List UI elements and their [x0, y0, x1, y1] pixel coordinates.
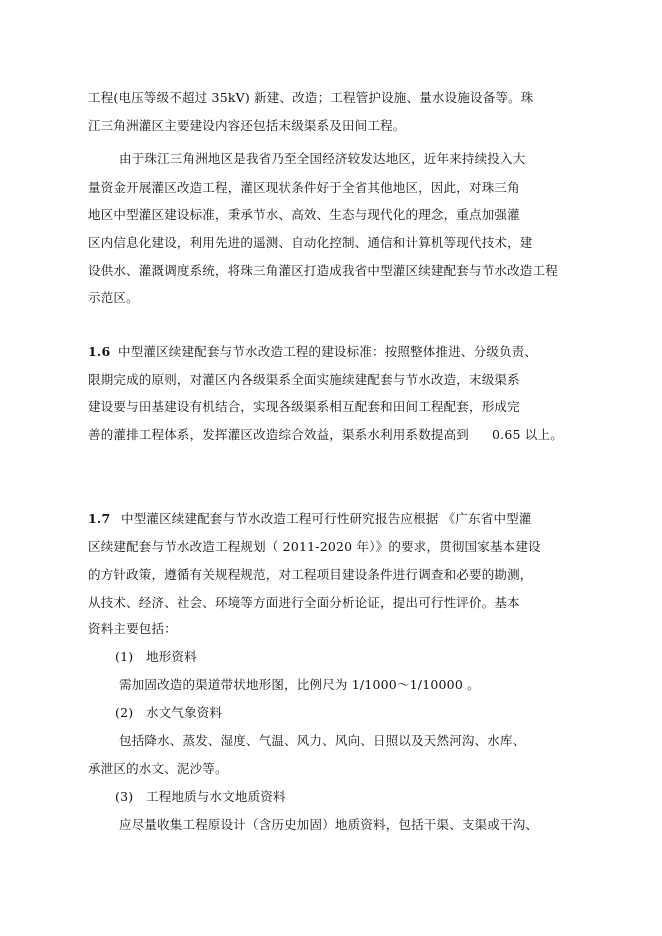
item-1-number: (1) [115, 649, 134, 664]
section-1-7-line-3: 的方针政策，遵循有关规程规范，对工程项目建设条件进行调查和必要的勘测， [88, 567, 533, 582]
delta-paragraph-line-1: 由于珠江三角洲地区是我省乃至全国经济较发达地区，近年来持续投入大 [119, 151, 526, 166]
item-3-title: 工程地质与水文地质资料 [146, 789, 286, 804]
item-1-title: 地形资料 [146, 649, 197, 664]
delta-paragraph-line-5: 设供水、灌溉调度系统，将珠三角灌区打造成我省中型灌区续建配套与节水改造工程 [88, 263, 558, 278]
delta-paragraph-line-6: 示范区。 [88, 290, 139, 305]
section-1-7-line-4: 从技术、经济、社会、环境等方面进行全面分析论证，提出可行性评价。基本 [88, 595, 520, 610]
delta-paragraph-line-3: 地区中型灌区建设标准，秉承节水、高效、生态与现代化的理念，重点加强灌 [88, 207, 520, 222]
section-1-6-number: 1.6 [88, 344, 111, 359]
item-3-number: (3) [115, 789, 134, 804]
item-1-line-1: 需加固改造的渠道带状地形图，比例尺为 1/1000～1/10000 。 [119, 677, 480, 692]
section-1-6-line-4: 善的灌排工程体系，发挥灌区改造综合效益，渠系水利用系数提高到 [88, 427, 470, 442]
item-2-title: 水文气象资料 [146, 705, 223, 720]
item-2-number: (2) [115, 705, 134, 720]
intro-line-1: 工程(电压等级不超过 35kV) 新建、改造；工程管护设施、量水设施设备等。珠 [88, 90, 534, 105]
intro-line-2: 江三角洲灌区主要建设内容还包括末级渠系及田间工程。 [88, 118, 406, 133]
section-1-6-line-4-value: 0.65 以上。 [492, 427, 563, 442]
section-1-7-line-5: 资料主要包括： [88, 621, 177, 636]
delta-paragraph-line-2: 量资金开展灌区改造工程，灌区现状条件好于全省其他地区，因此，对珠三角 [88, 180, 520, 195]
item-2-line-1: 包括降水、蒸发、湿度、气温、风力、风向、日照以及天然河沟、水库、 [119, 733, 526, 748]
section-1-7-number: 1.7 [88, 511, 111, 526]
section-1-6-line-1: 中型灌区续建配套与节水改造工程的建设标准：按照整体推进、分级负责、 [118, 344, 538, 359]
item-2-line-2: 承泄区的水文、泥沙等。 [88, 761, 228, 776]
section-1-7-line-1: 中型灌区续建配套与节水改造工程可行性研究报告应根据 《广东省中型灌 [121, 511, 532, 526]
section-1-7-line-2: 区续建配套与节水改造工程规划（ 2011-2020 年）》的要求，贯彻国家基本建设 [88, 539, 541, 554]
delta-paragraph-line-4: 区内信息化建设，利用先进的遥测、自动化控制、通信和计算机等现代技术，建 [88, 235, 533, 250]
item-3-line-1: 应尽量收集工程原设计（含历史加固）地质资料，包括干渠、支渠或干沟、 [119, 817, 539, 832]
section-1-6-line-2: 限期完成的原则，对灌区内各级渠系全面实施续建配套与节水改造，末级渠系 [88, 372, 520, 387]
section-1-6-line-3: 建设要与田基建设有机结合，实现各级渠系相互配套和田间工程配套，形成完 [88, 399, 520, 414]
